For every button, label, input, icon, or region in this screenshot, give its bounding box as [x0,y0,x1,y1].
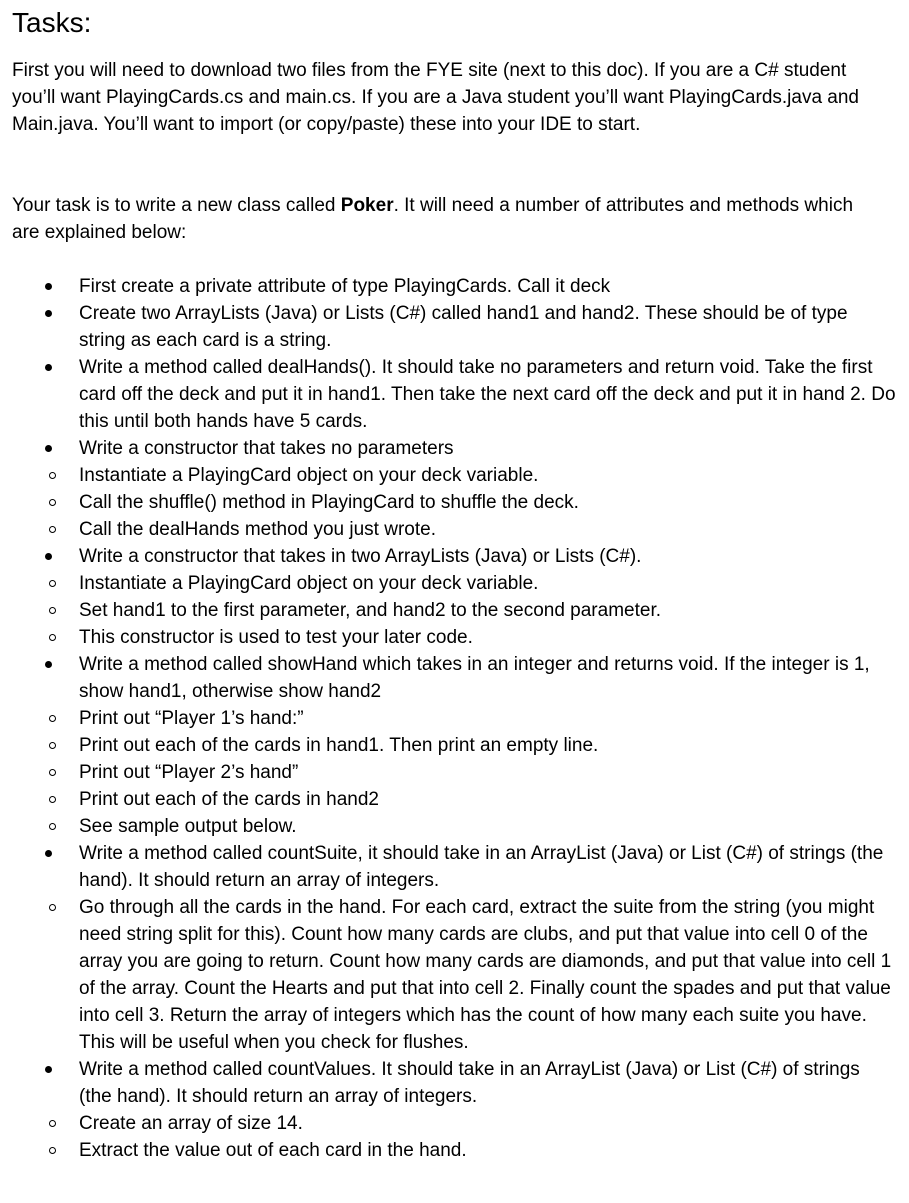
intro-paragraph: First you will need to download two files from the FYE site (next to this doc). If you are a C# student you’ll want PlayingCards.cs and main.cs. If you are a Java student you’ll want PlayingCards.java and Main.java. You’ll want to import (or copy/paste) these into your IDE to start. [12,60,859,135]
task-class-name: Poker [340,195,394,216]
sub-list-item: Set hand1 to the first parameter, and hand2 to the second parameter. [12,597,897,624]
circle-bullet-icon [49,715,56,722]
circle-bullet-icon [49,796,56,803]
sub-list-item: Instantiate a PlayingCard object on your deck variable. [12,570,897,597]
task-prefix: Your task is to write a new class called [12,195,341,216]
sub-list-item: Print out “Player 1’s hand:” [12,705,897,732]
sub-list-item: Go through all the cards in the hand. For each card, extract the suite from the string (you might need string split for this). Count how many cards are clubs, and put that value into cell 0 of the array you are going to return. Count how many cards are diamonds, and put that value into cell 1 of the array. Count the Hearts and put that into cell 2. Finally count the spades and put that value into cell 3. Return the array of integers which has the count of how many each suite you have. This will be useful when you check for flushes. [12,894,897,1056]
list-item: Write a constructor that takes no parameters Instantiate a PlayingCard object on your deck variable. Call the shuffle() method in PlayingCard to shuffle the deck. Call the dealHands method you just wrote. [12,435,897,543]
sub-list-item: Call the dealHands method you just wrote. [12,516,897,543]
circle-bullet-icon [49,1120,56,1127]
sub-list-item: Print out each of the cards in hand2 [12,786,897,813]
circle-bullet-icon [49,607,56,614]
list-item: Create two ArrayLists (Java) or Lists (C#) called hand1 and hand2. These should be of type string as each card is a string. [12,300,897,354]
sub-list [12,462,897,543]
list-item: Write a method called dealHands(). It should take no parameters and return void. Take the first card off the deck and put it in hand1. Then take the next card off the deck and put it in hand 2. Do this until both hands have 5 cards. [12,354,897,435]
bullet-icon [45,364,52,371]
sub-list-item: See sample output below. [12,813,897,840]
list-item: Write a method called countSuite, it should take in an ArrayList (Java) or List (C#) of strings (the hand). It should return an array of integers. Go through all the cards in the hand. For each card, extract the suite from the string (you might need string split for this). Count how many cards are clubs, and put that value into cell 0 of the array you are going to return. Count how many cards are diamonds, and put that value into cell 1 of the array. Count the Hearts and put that into cell 2. Finally count the spades and put that value into cell 3. Return the array of integers which has the count of how many each suite you have. This will be useful when you check for flushes. [12,840,897,1056]
bullet-icon [45,310,52,317]
sub-list-item: Call the shuffle() method in PlayingCard to shuffle the deck. [12,489,897,516]
circle-bullet-icon [49,742,56,749]
task-suffix: . It will need a number of attributes and methods which are explained below: [12,195,854,243]
circle-bullet-icon [49,904,56,911]
bullet-icon [45,1066,52,1073]
circle-bullet-icon [49,472,56,479]
list-item: Write a method called showHand which takes in an integer and returns void. If the integer is 1, show hand1, otherwise show hand2 Print out “Player 1’s hand:” Print out each of the cards in hand1. Then print an empty line. Print out “Player 2’s hand” Print out each of the cards in hand2 See sample output below. [12,651,897,840]
sub-list-item: Extract the value out of each card in the hand. [12,1137,897,1164]
bullet-icon [45,661,52,668]
bullet-icon [45,850,52,857]
task-paragraph [12,192,882,246]
page-title: Tasks: [12,7,92,38]
sub-list-item: This constructor is used to test your later code. [12,624,897,651]
circle-bullet-icon [49,526,56,533]
circle-bullet-icon [49,634,56,641]
sub-list-item: Print out “Player 2’s hand” [12,759,897,786]
circle-bullet-icon [49,769,56,776]
bullet-icon [45,553,52,560]
task-list [12,273,897,1164]
list-item: First create a private attribute of type PlayingCards. Call it deck [12,273,897,300]
circle-bullet-icon [49,823,56,830]
circle-bullet-icon [49,499,56,506]
bullet-icon [45,445,52,452]
list-item: Write a method called countValues. It should take in an ArrayList (Java) or List (C#) of strings (the hand). It should return an array of integers. Create an array of size 14. Extract the value out of each card in the hand. [12,1056,897,1164]
sub-list [12,570,897,651]
sub-list-item: Print out each of the cards in hand1. Then print an empty line. [12,732,897,759]
sub-list-item: Instantiate a PlayingCard object on your deck variable. [12,462,897,489]
sub-list [12,1110,897,1164]
bullet-icon [45,283,52,290]
sub-list [12,705,897,840]
circle-bullet-icon [49,580,56,587]
sub-list [12,894,897,1056]
sub-list-item: Create an array of size 14. [12,1110,897,1137]
circle-bullet-icon [49,1147,56,1154]
list-item: Write a constructor that takes in two ArrayLists (Java) or Lists (C#). Instantiate a PlayingCard object on your deck variable. Set hand1 to the first parameter, and hand2 to the second parameter. This constructor is used to test your later code. [12,543,897,651]
